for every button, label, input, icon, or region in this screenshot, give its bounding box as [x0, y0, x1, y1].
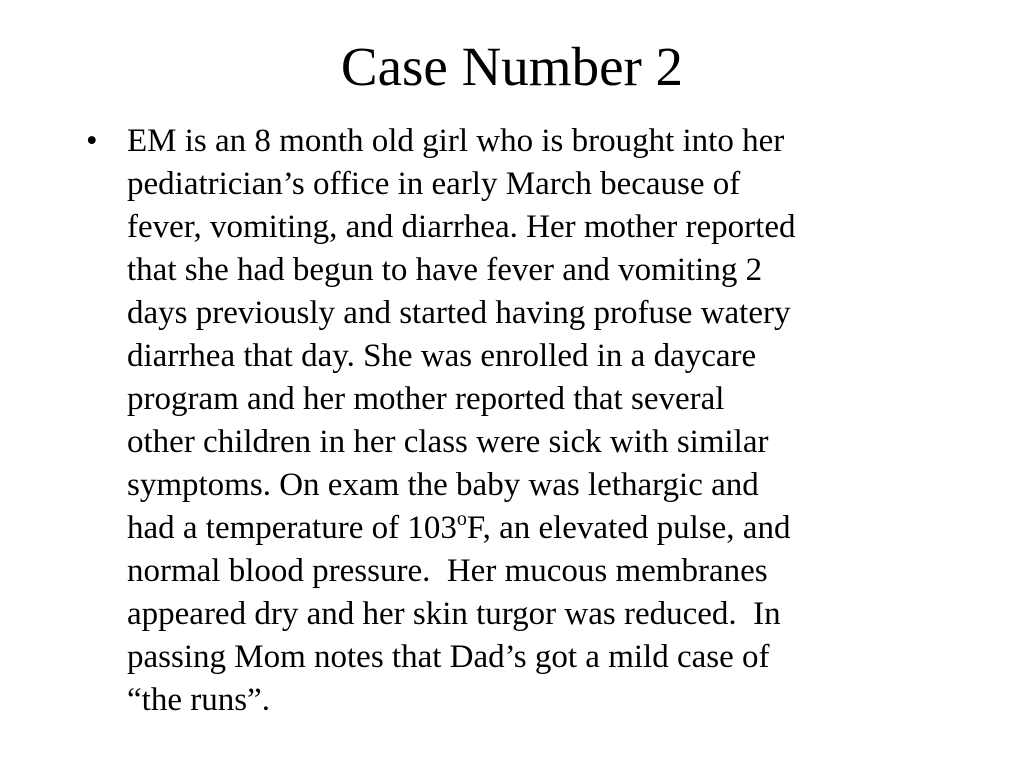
- slide-title: Case Number 2: [340, 36, 684, 97]
- bullet-marker: •: [86, 123, 98, 159]
- case-text-line: passing Mom notes that Dad’s got a mild case of: [127, 639, 770, 675]
- case-text-line: days previously and started having profuse watery: [127, 295, 791, 331]
- case-text-line: program and her mother reported that several: [127, 381, 725, 417]
- case-text-line: normal blood pressure. Her mucous membranes: [127, 553, 768, 589]
- case-text-line: appeared dry and her skin turgor was reduced. In: [127, 596, 781, 632]
- case-text-line: fever, vomiting, and diarrhea. Her mother reported: [127, 209, 796, 245]
- temperature-text-continued: F, an elevated pulse, and: [466, 510, 791, 546]
- bullet-list: [86, 120, 946, 722]
- case-text-line: that she had begun to have fever and vomiting 2: [127, 252, 763, 288]
- temperature-text: had a temperature of 103: [127, 510, 457, 546]
- case-text-line: diarrhea that day. She was enrolled in a daycare: [127, 338, 757, 374]
- case-text-line: other children in her class were sick with similar: [127, 424, 769, 460]
- case-text-line: EM is an 8 month old girl who is brought into her: [127, 123, 785, 159]
- degree-superscript: o: [456, 508, 467, 530]
- case-text-line: symptoms. On exam the baby was lethargic and: [127, 467, 759, 503]
- temperature-line: [127, 507, 946, 550]
- case-text-line: “the runs”.: [127, 682, 270, 718]
- case-text-line: pediatrician’s office in early March because of: [127, 166, 741, 202]
- case-description-bullet: [86, 120, 946, 722]
